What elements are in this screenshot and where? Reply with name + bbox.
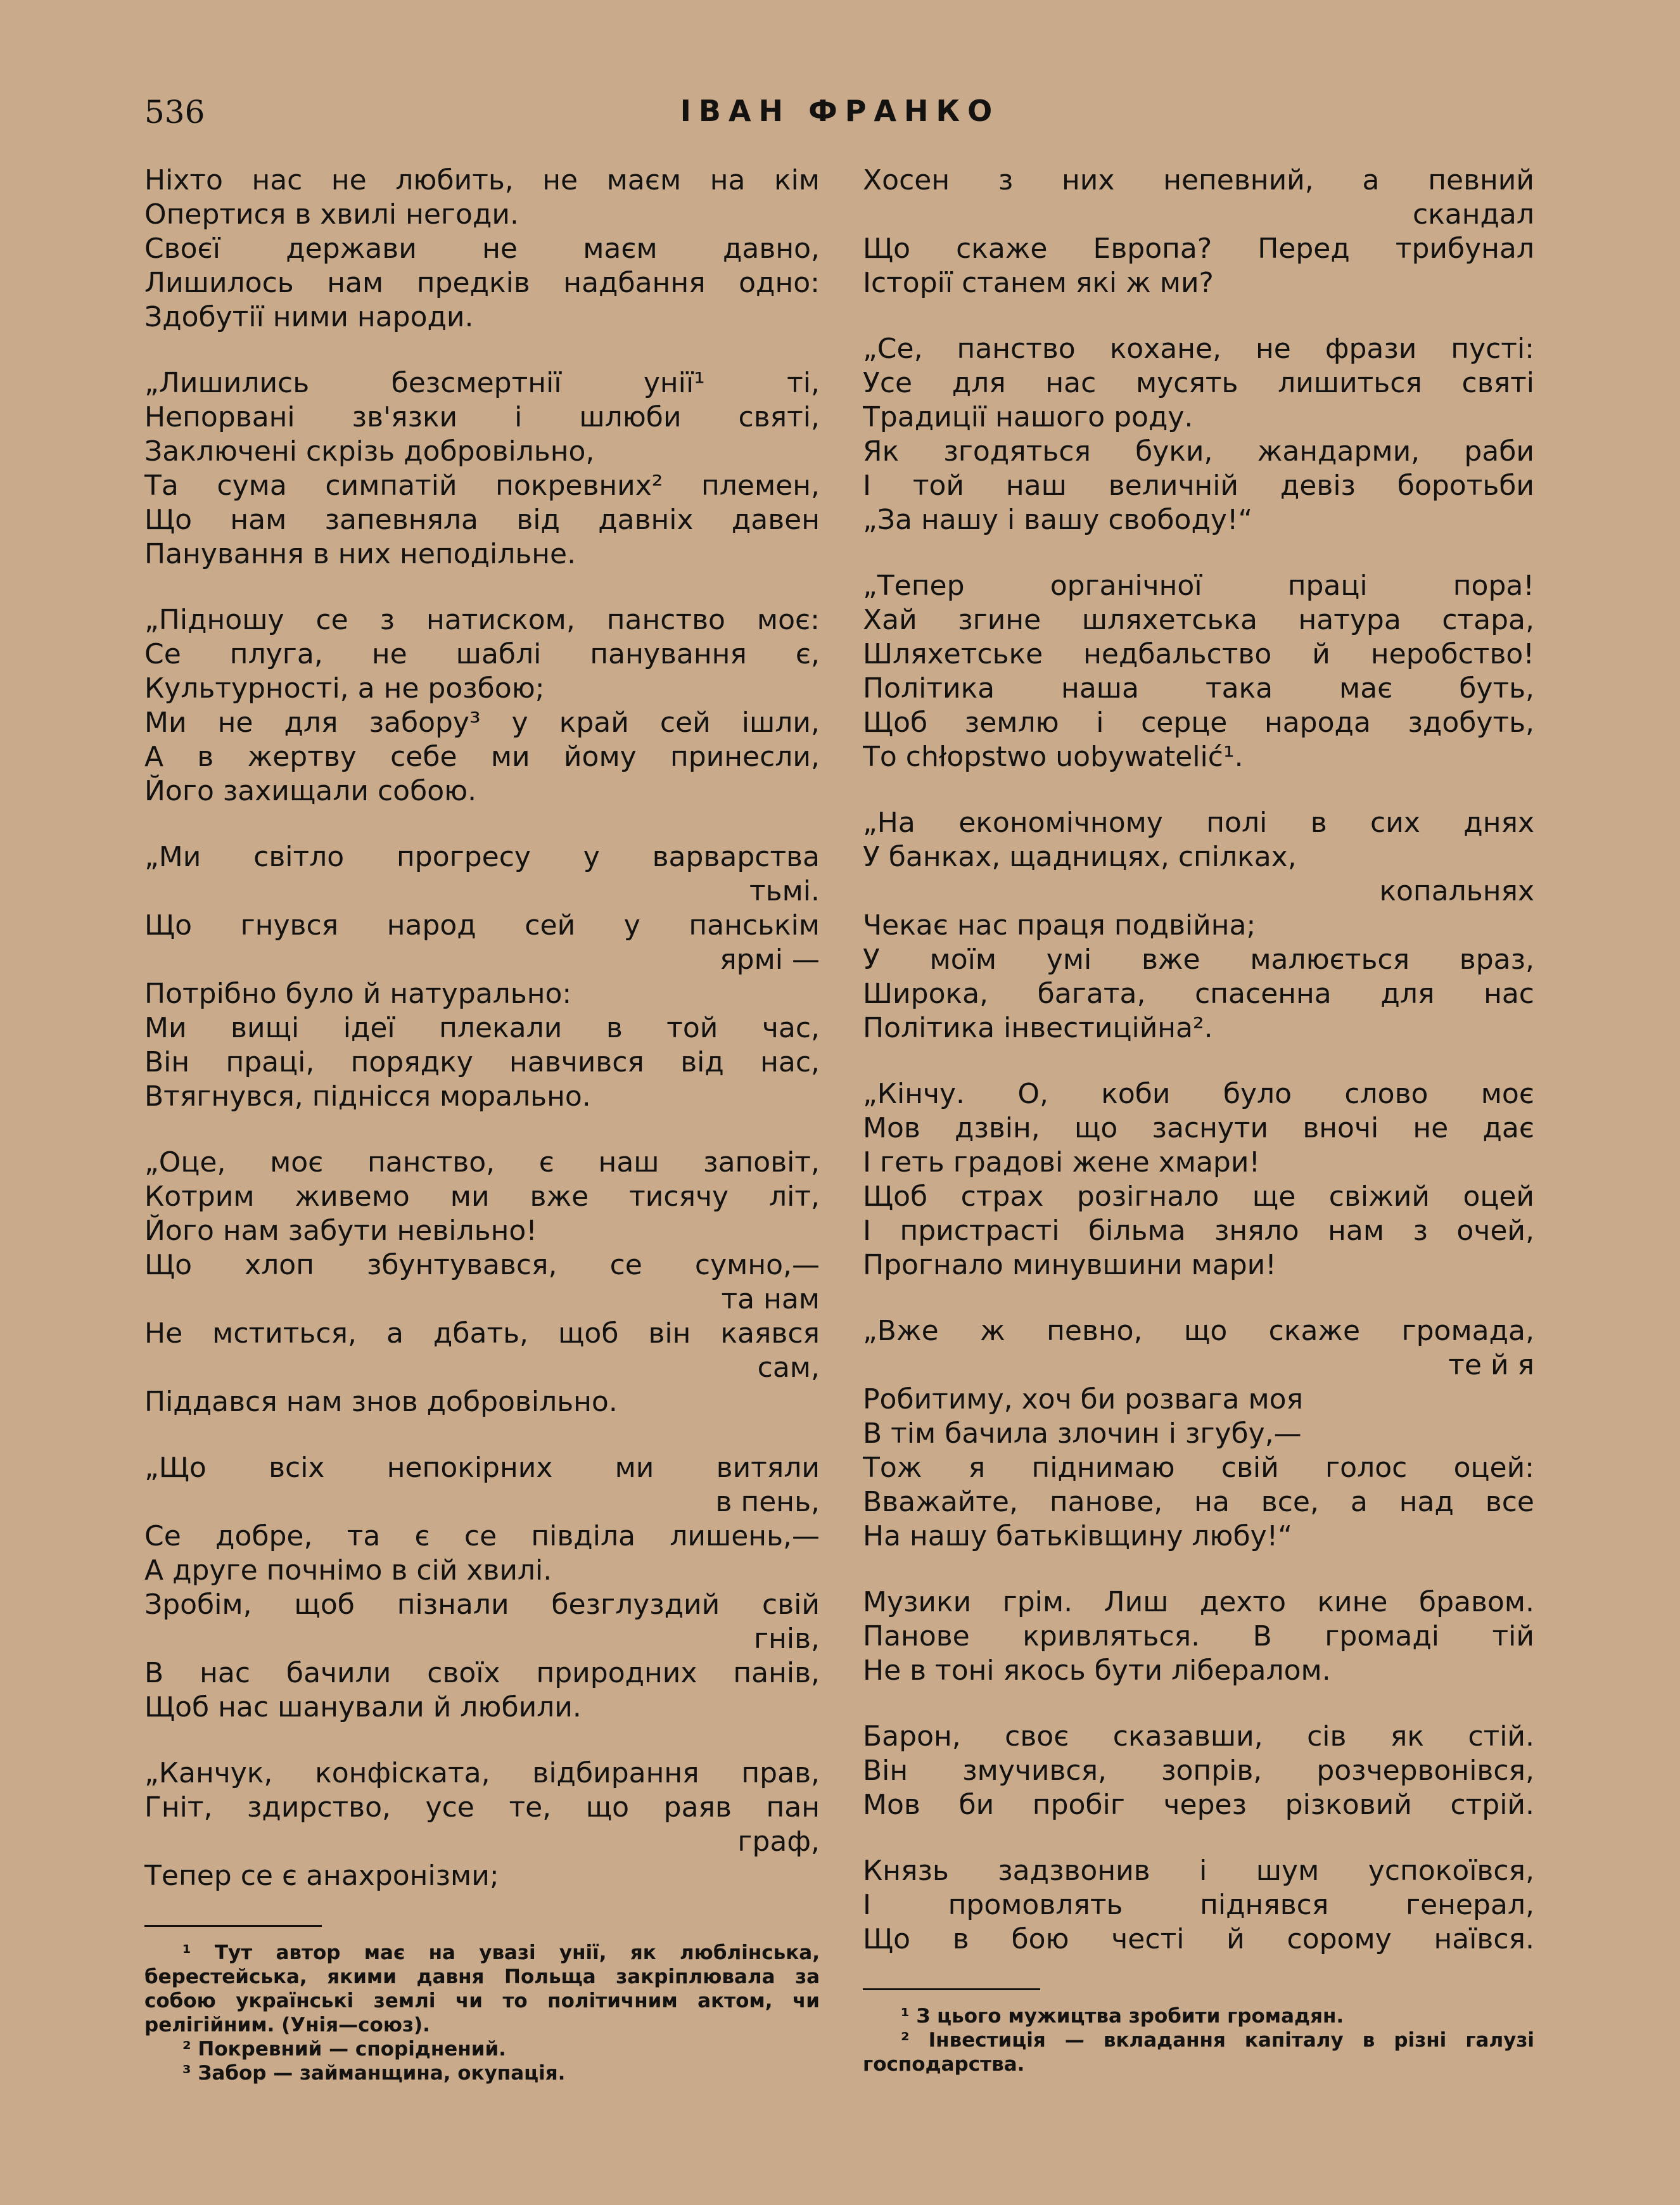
verse-line: „Що всіх непокірних ми витяли (144, 1452, 820, 1484)
verse-line: Музики грім. Лиш дехто кине бравом. (863, 1586, 1534, 1618)
verse-line: Та сума симпатій покревних² племен, (144, 470, 820, 502)
stanza (144, 1756, 820, 1893)
footnote: ¹ З цього мужицтва зробити громадян. (901, 2005, 1344, 2028)
verse-line: „Підношу се з натиском, панство моє: (144, 604, 820, 636)
verse-line: І той наш величній девіз боротьби (863, 470, 1534, 502)
stanza (144, 1451, 820, 1725)
verse-line: Щоб страх розігнало ще свіжий оцей (863, 1180, 1534, 1213)
verse-line: Його захищали собою. (144, 775, 477, 807)
stanza (863, 1077, 1534, 1282)
stanza (863, 1585, 1534, 1688)
verse-line: Хай згине шляхетська натура стара, (863, 604, 1534, 636)
verse-line: Тож я піднимаю свій голос оцей: (863, 1452, 1534, 1484)
page-number: 536 (144, 94, 205, 131)
verse-line: В тім бачила злочин і згубу,— (863, 1417, 1302, 1450)
verse-line: „Канчук, конфіската, відбирання прав, (144, 1757, 820, 1789)
verse-line: „Ми світло прогресу у варварства (144, 841, 820, 873)
verse-line: Ми вищі ідеї плекали в той час, (144, 1012, 820, 1044)
verse-line: ярмі — (720, 943, 820, 976)
verse-line: Не мститься, а дбать, щоб він каявся (144, 1317, 820, 1350)
verse-line: Історії станем які ж ми? (863, 267, 1214, 299)
verse-line: Як згодяться буки, жандарми, раби (863, 435, 1534, 468)
verse-line: „На економічному полі в сих днях (863, 807, 1534, 839)
verse-line: Панування в них неподільне. (144, 538, 576, 570)
verse-line: У банках, щадницях, спілках, (863, 841, 1297, 873)
verse-line: Щоб нас шанували й любили. (144, 1691, 582, 1723)
verse-line: Робитиму, хоч би розвага моя (863, 1383, 1304, 1416)
verse-line: „Кінчу. О, коби було слово моє (863, 1078, 1534, 1110)
verse-line: Що нам запевняла від давніх давен (144, 504, 820, 536)
verse-line: „Тепер органічної праці пора! (863, 570, 1534, 602)
stanza (144, 163, 820, 335)
verse-line: Ніхто нас не любить, не маєм на кім (144, 164, 820, 196)
verse-line: І промовлять піднявся генерал, (863, 1889, 1534, 1921)
footnote: ¹ Тут автор має на увазі унії, як люблінська, берестейська, якими давня Польща закріплювала за собою українські землі чи то політичним актом, чи релігійним. (Унія—союз). (144, 1941, 820, 2036)
verse-line: Культурності, а не розбою; (144, 672, 545, 705)
verse-line: У моїм умі вже малюється враз, (863, 943, 1534, 976)
verse-line: граф, (737, 1825, 820, 1858)
stanza (144, 366, 820, 572)
verse-line: „Се, панство кохане, не фрази пусті: (863, 333, 1534, 365)
verse-line: Непорвані зв'язки і шлюби святі, (144, 401, 820, 433)
footnote-rule (863, 1988, 1040, 1990)
stanza (863, 806, 1534, 1045)
verse-line: Князь задзвонив і шум успокоївся, (863, 1855, 1534, 1887)
verse-line: Ми не для забору³ у край сей ішли, (144, 706, 820, 739)
verse-line: Що скаже Европа? Перед трибунал (863, 233, 1534, 265)
verse-line: Не в тоні якось бути лібералом. (863, 1654, 1331, 1687)
verse-line: Котрим живемо ми вже тисячу літ, (144, 1180, 820, 1213)
verse-line: Традиції нашого роду. (863, 401, 1193, 433)
stanza (863, 1854, 1534, 1957)
verse-line: Що хлоп збунтувався, се сумно,— (144, 1249, 820, 1281)
stanza (863, 332, 1534, 537)
verse-line: Гніт, здирство, усе те, що раяв пан (144, 1791, 820, 1824)
verse-line: Лишилось нам предків надбання одно: (144, 267, 820, 299)
verse-line: Політика інвестиційна². (863, 1012, 1213, 1044)
stanza (863, 1720, 1534, 1822)
verse-line: Його нам забути невільно! (144, 1215, 537, 1247)
verse-line: Здобутії ними народи. (144, 301, 474, 333)
verse-line: Хосен з них непевний, а певний (863, 164, 1534, 196)
verse-line: копальнях (1379, 875, 1534, 907)
verse-line: І геть градові жене хмари! (863, 1146, 1261, 1179)
verse-line: Зробім, щоб пізнали безглуздий свій (144, 1588, 820, 1621)
verse-line: Усе для нас мусять лишиться святі (863, 367, 1534, 399)
verse-line: Тепер се є анахронізми; (144, 1860, 499, 1892)
stanza (863, 163, 1534, 300)
verse-line: Барон, своє сказавши, сів як стій. (863, 1720, 1534, 1753)
verse-line: А в жертву себе ми йому принесли, (144, 741, 820, 773)
verse-line: тьмі. (749, 875, 820, 907)
verse-line: Він змучився, зопрів, розчервонівся, (863, 1754, 1534, 1787)
verse-line: Своєї держави не маєм давно, (144, 233, 820, 265)
verse-line: „Оце, моє панство, є наш заповіт, (144, 1146, 820, 1179)
verse-line: в пень, (715, 1486, 820, 1518)
verse-line: сам, (757, 1352, 820, 1384)
stanza (144, 603, 820, 808)
stanza (863, 569, 1534, 774)
verse-line: І пристрасті більма зняло нам з очей, (863, 1215, 1534, 1247)
verse-line: Щоб землю і серце народа здобуть, (863, 706, 1534, 739)
verse-line: Втягнувся, піднісся морально. (144, 1080, 591, 1113)
verse-line: Мов би пробіг через різковий стрій. (863, 1789, 1534, 1821)
footnote: ³ Забор — займанщина, окупація. (182, 2062, 566, 2085)
verse-line: Прогнало минувшини мари! (863, 1249, 1276, 1281)
footnote: ² Інвестиція — вкладання капіталу в різні галузі господарства. (863, 2029, 1534, 2076)
verse-line: Що в бою честі й сорому наївся. (863, 1923, 1534, 1955)
verse-line: На нашу батьківщину любу!“ (863, 1520, 1293, 1552)
verse-line: Політика наша така має буть, (863, 672, 1534, 705)
verse-line: Чекає нас праця подвійна; (863, 909, 1256, 942)
verse-line: А друге почнімо в сій хвилі. (144, 1554, 552, 1587)
verse-line: Широка, багата, спасенна для нас (863, 978, 1534, 1010)
verse-line: Мов дзвін, що заснути вночі не дає (863, 1112, 1534, 1144)
footnote-rule (144, 1925, 322, 1927)
stanza (863, 1314, 1534, 1554)
footnote: ² Покревний — споріднений. (182, 2038, 506, 2061)
verse-line: „Лишились безсмертнії унії¹ ті, (144, 367, 820, 399)
stanza (144, 840, 820, 1114)
running-head-author: ІВАН ФРАНКО (680, 94, 1000, 128)
verse-line: та нам (721, 1283, 820, 1315)
verse-line: „За нашу і вашу свободу!“ (863, 504, 1253, 536)
verse-line: Піддався нам знов добровільно. (144, 1386, 618, 1418)
verse-line: Шляхетське недбальство й неробство! (863, 638, 1534, 670)
verse-line: Вважайте, панове, на все, а над все (863, 1486, 1534, 1518)
verse-line: В нас бачили своїх природних панів, (144, 1657, 820, 1689)
stanza (144, 1146, 820, 1419)
left-column (144, 163, 820, 2085)
verse-line: Потрібно було й натурально: (144, 978, 572, 1010)
verse-line: Опертися в хвилі негоди. (144, 198, 519, 231)
verse-line: Се плуга, не шаблі панування є, (144, 638, 820, 670)
verse-line: гнів, (753, 1623, 820, 1655)
verse-line: То chłopstwo uobywatelić¹. (863, 741, 1244, 773)
verse-line: Се добре, та є се півділа лишень,— (144, 1520, 820, 1552)
verse-line: Заключені скрізь добровільно, (144, 435, 595, 468)
verse-line: Панове кривляться. В громаді тій (863, 1620, 1534, 1652)
right-column (863, 163, 1534, 2076)
verse-line: скандал (1412, 198, 1534, 231)
verse-line: „Вже ж певно, що скаже громада, (863, 1315, 1534, 1347)
verse-line: Він праці, порядку навчився від нас, (144, 1046, 820, 1078)
verse-line: те й я (1448, 1349, 1534, 1381)
verse-line: Що гнувся народ сей у панськім (144, 909, 820, 942)
